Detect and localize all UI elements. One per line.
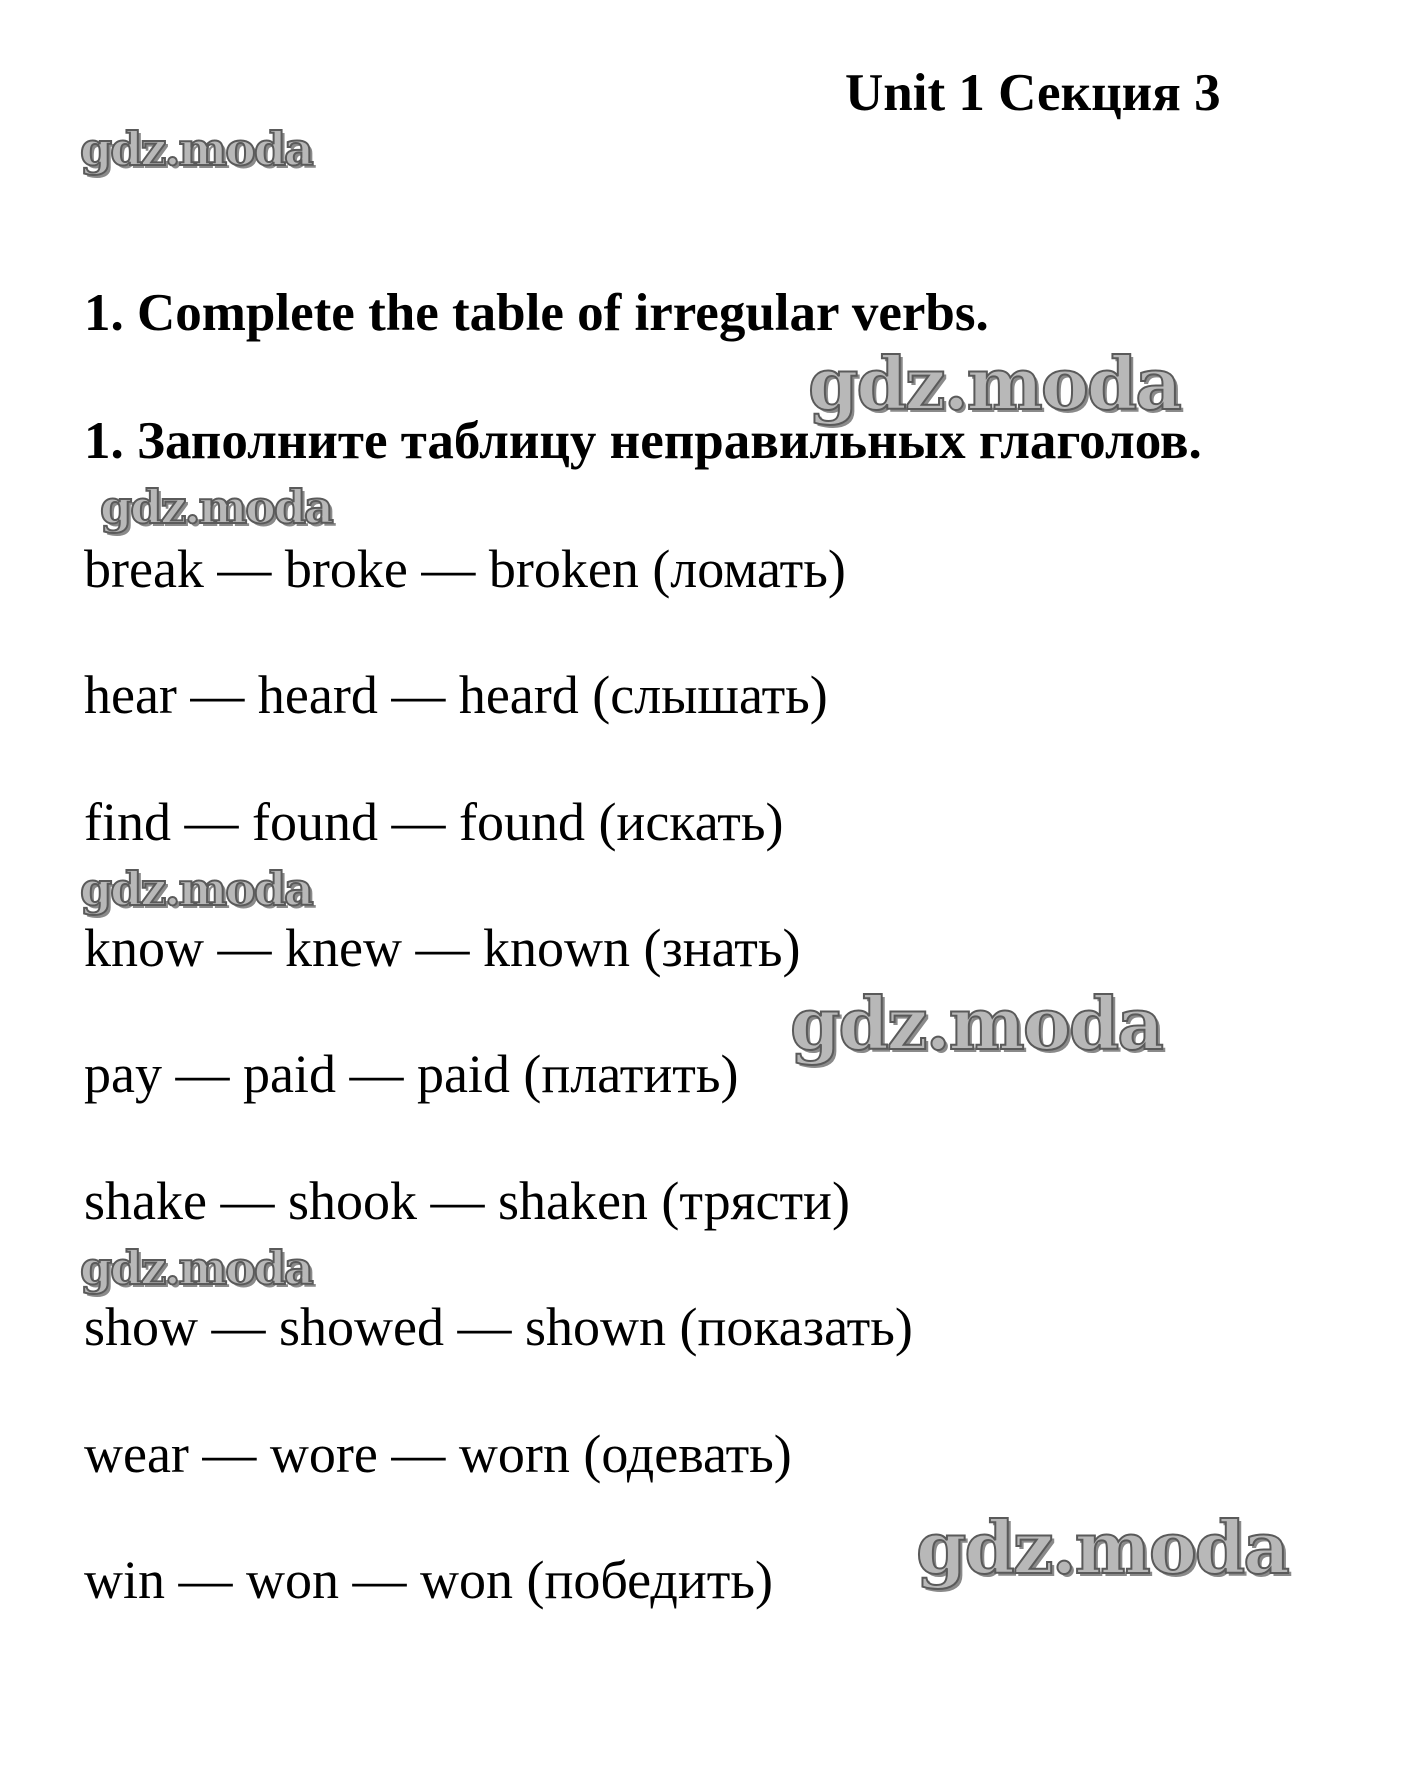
watermark-logo: gdz.moda [80,1241,312,1295]
verb-row-shake: shake — shook — shaken (трясти) [84,1171,850,1231]
task-heading-russian: 1. Заполните таблицу неправильных глаголов. [84,412,1202,470]
verb-row-know: know — knew — known (знать) [84,918,801,978]
verb-row-show: show — showed — shown (показать) [84,1297,913,1357]
watermark-logo: gdz.moda [80,862,312,916]
watermark-logo: gdz.moda [916,1505,1288,1590]
verb-row-pay: pay — paid — paid (платить) [84,1044,739,1104]
watermark-logo: gdz.moda [100,480,332,534]
verb-row-break: break — broke — broken (ломать) [84,539,846,599]
verb-row-wear: wear — wore — worn (одевать) [84,1424,792,1484]
page-title: Unit 1 Секция 3 [845,64,1221,122]
watermark-logo: gdz.moda [790,981,1162,1066]
watermark-logo: gdz.moda [808,341,1180,426]
verb-row-win: win — won — won (победить) [84,1550,773,1610]
verb-row-find: find — found — found (искать) [84,792,784,852]
task-heading-english: 1. Complete the table of irregular verbs. [84,284,989,342]
verb-row-hear: hear — heard — heard (слышать) [84,665,828,725]
watermark-logo: gdz.moda [80,122,312,176]
